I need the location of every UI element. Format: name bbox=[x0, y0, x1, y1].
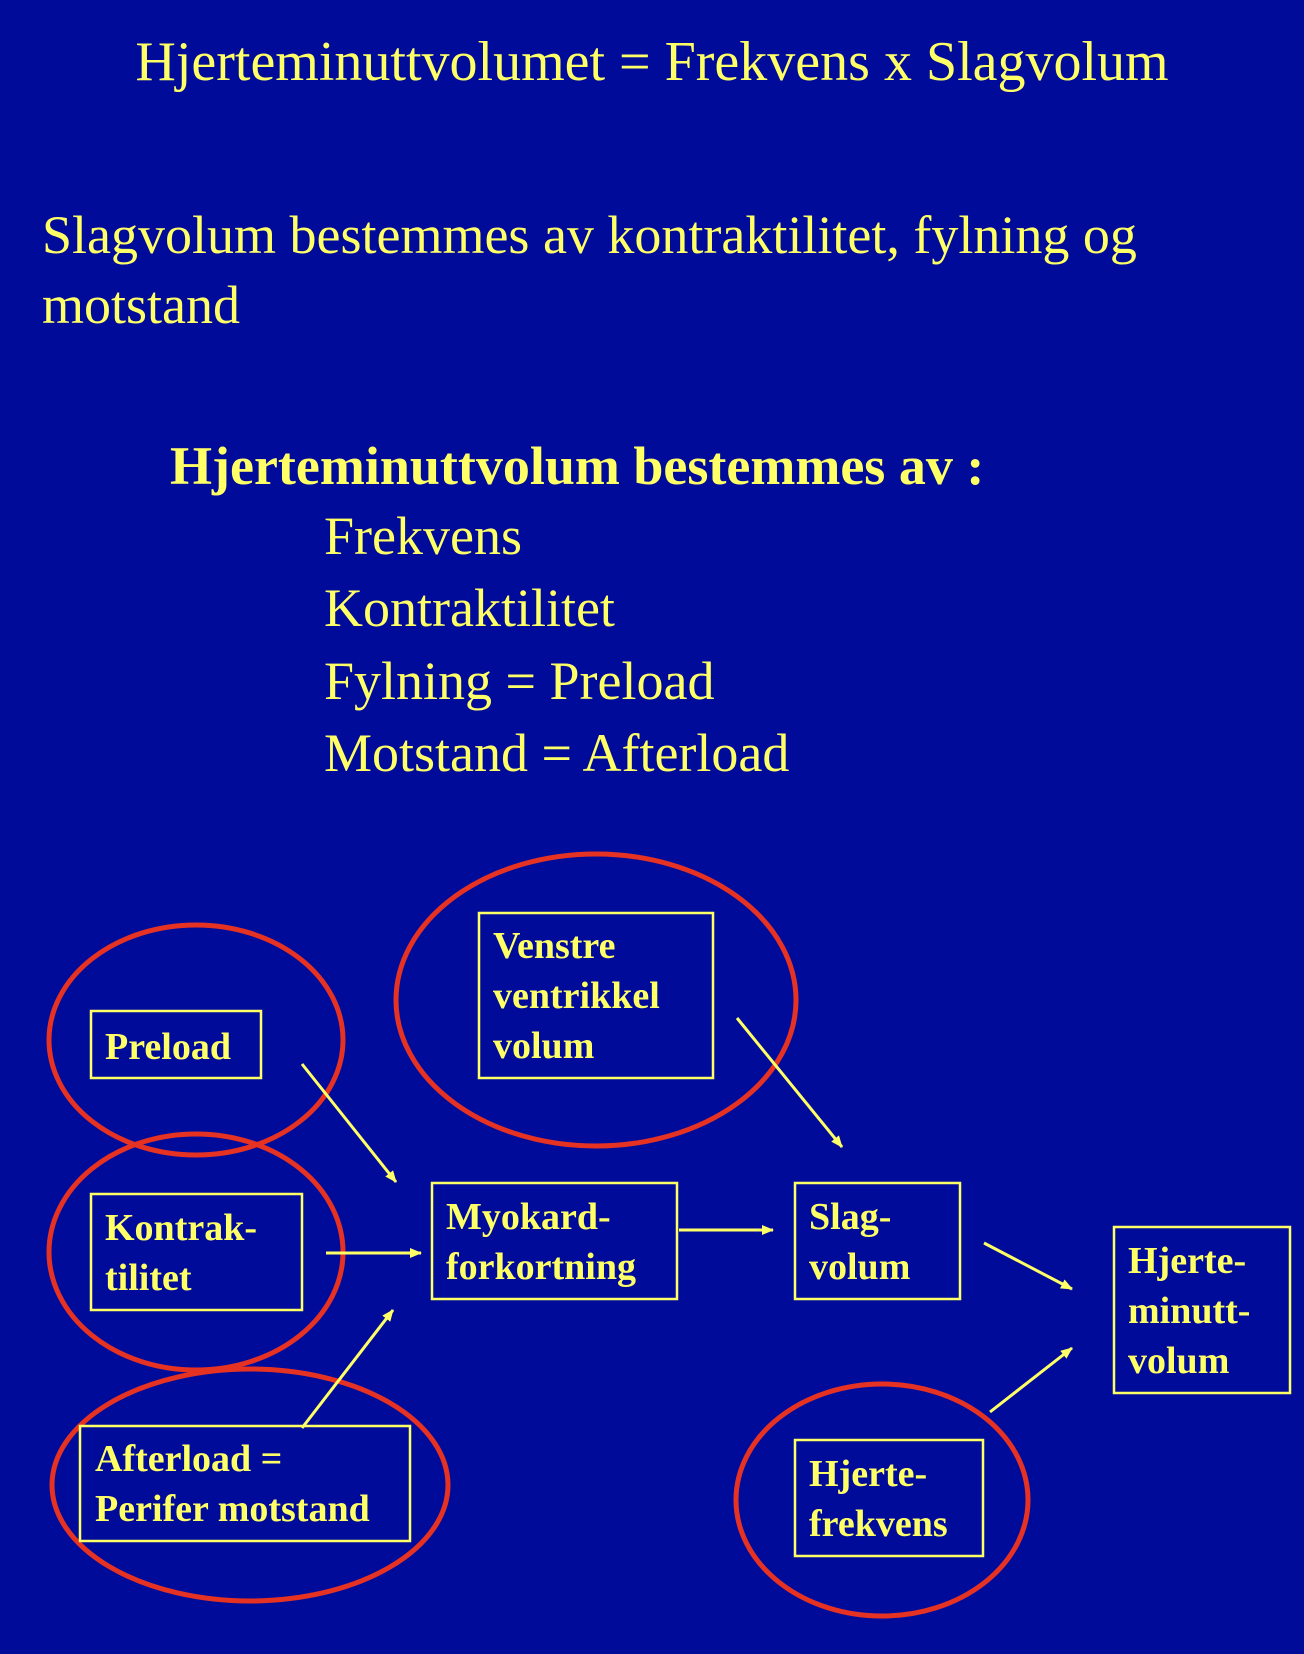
arrow-frekvens-to-hmv bbox=[990, 1348, 1072, 1412]
factors-heading: Hjerteminuttvolum bestemmes av : bbox=[170, 436, 985, 496]
hjerteminuttvolum-label: Hjerte- minutt- volum bbox=[1128, 1240, 1251, 1382]
afterload-label: Afterload = Perifer motstand bbox=[95, 1438, 370, 1530]
factor-afterload: Motstand = Afterload bbox=[324, 723, 790, 783]
factor-kontraktilitet: Kontraktilitet bbox=[324, 578, 615, 638]
arrow-afterload-to-myokard bbox=[302, 1310, 393, 1428]
formula-title: Hjerteminuttvolumet = Frekvens x Slagvolum bbox=[135, 31, 1169, 93]
arrow-slagvolum-to-hmv bbox=[984, 1243, 1072, 1289]
arrow-preload-to-myokard bbox=[302, 1064, 396, 1182]
kontraktilitet-label: Kontrak- tilitet bbox=[105, 1207, 257, 1299]
slagvolum-label: Slag- volum bbox=[809, 1196, 911, 1288]
factor-preload: Fylning = Preload bbox=[324, 651, 715, 711]
kontraktilitet-ellipse bbox=[49, 1134, 343, 1370]
afterload-ellipse bbox=[52, 1369, 448, 1601]
statement-text: Slagvolum bestemmes av kontraktilitet, fylning og motstand bbox=[42, 205, 1137, 335]
preload-label: Preload bbox=[105, 1026, 231, 1068]
venstre-ventrikkel-label: Venstre ventrikkel volum bbox=[493, 925, 660, 1067]
factor-frekvens: Frekvens bbox=[324, 506, 522, 566]
myokard-label: Myokard- forkortning bbox=[446, 1196, 636, 1288]
hjertefrekvens-label: Hjerte- frekvens bbox=[809, 1453, 948, 1545]
